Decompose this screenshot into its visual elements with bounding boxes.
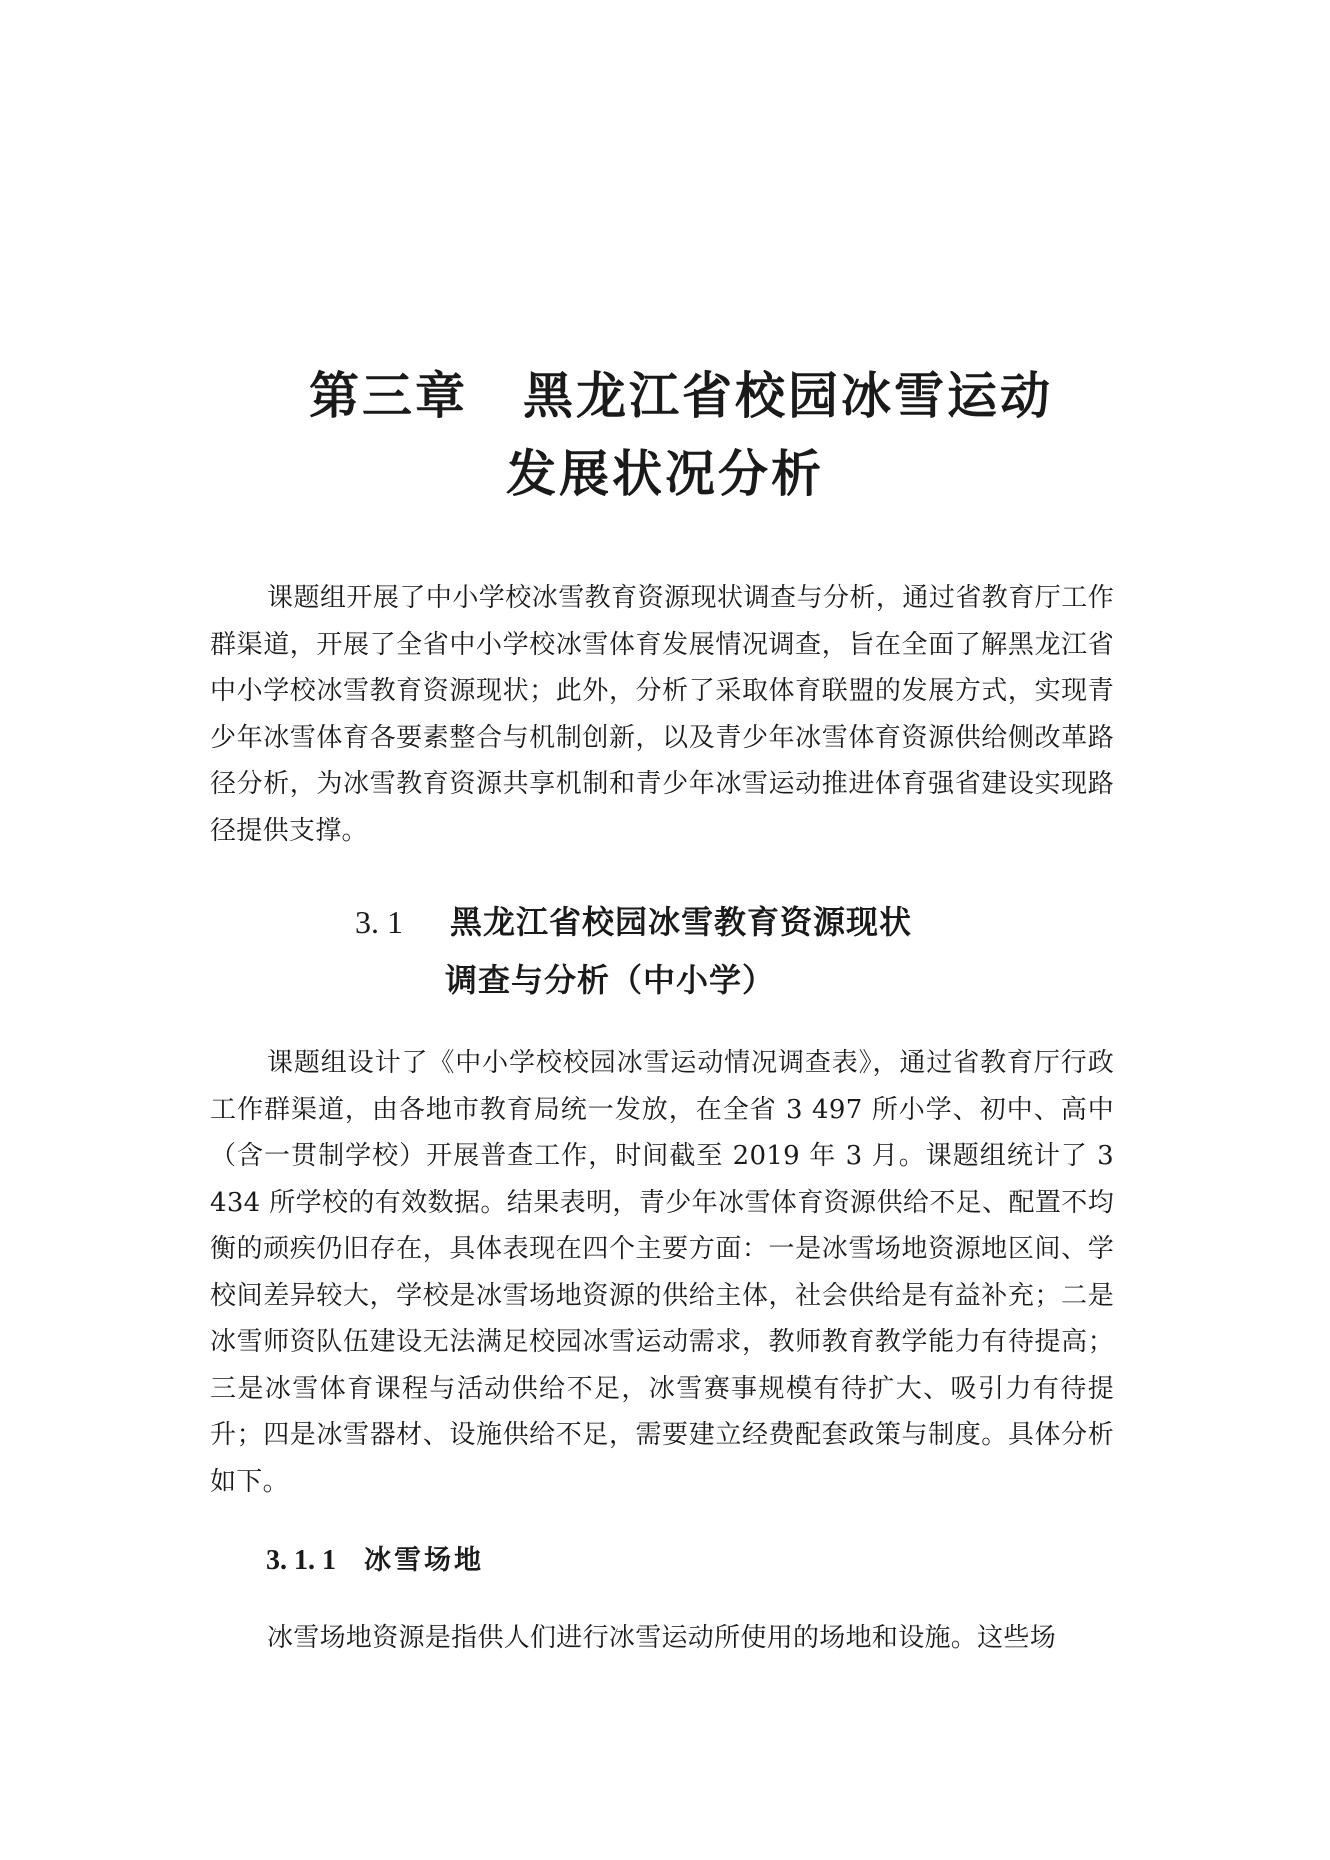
section-title-line2: 调查与分析（中小学） [445, 961, 776, 999]
section-number: 3. 1 [355, 904, 403, 940]
intro-paragraph: 课题组开展了中小学校冰雪教育资源现状调查与分析，通过省教育厅工作群渠道，开展了全省中小学校冰雪体育发展情况调查，旨在全面了解黑龙江省中小学校冰雪教育资源现状；此外，分析了采取体育联盟的发展方式，实现青少年冰雪体育各要素整合与机制创新，以及青少年冰雪体育资源供给侧改革路径分析，为冰雪教育资源共享机制和青少年冰雪运动推进体育强省建设实现路径提供支撑。 [210, 583, 1114, 846]
section-title-line1: 黑龙江省校园冰雪教育资源现状 [450, 903, 913, 941]
chapter-title-text: 黑龙江省校园冰雪运动 [523, 366, 1053, 425]
chapter-title-line1 [16, 365, 1330, 427]
subsection-heading [266, 1538, 484, 1583]
section-paragraph: 课题组设计了《中小学校校园冰雪运动情况调查表》，通过省教育厅行政工作群渠道，由各地市教育局统一发放，在全省 3 497 所小学、初中、高中（含一贯制学校）开展普查工作，时间截至 2019 年 3 月。课题组统计了 3 434 所学校的有效数据。结果表明，青少年冰雪体育资源供给不足、配置不均衡的顽疾仍旧存在，具体表现在四个主要方面：一是冰雪场地资源地区间、学校间差异较大，学校是冰雪场地资源的供给主体，社会供给是有益补充；二是冰雪师资队伍建设无法满足校园冰雪运动需求，教师教育教学能力有待提高；三是冰雪体育课程与活动供给不足，冰雪赛事规模有待扩大、吸引力有待提升；四是冰雪器材、设施供给不足，需要建立经费配套政策与制度。具体分析如下。 [210, 1048, 1114, 1497]
subsection-number: 3. 1. 1 [266, 1545, 336, 1576]
chapter-label: 第三章 [309, 366, 468, 425]
subsection-title: 冰雪场地 [364, 1545, 484, 1576]
chapter-title-line2: 发展状况分析 [506, 444, 824, 503]
subsection-paragraph: 冰雪场地资源是指供人们进行冰雪运动所使用的场地和设施。这些场 [267, 1623, 1057, 1653]
